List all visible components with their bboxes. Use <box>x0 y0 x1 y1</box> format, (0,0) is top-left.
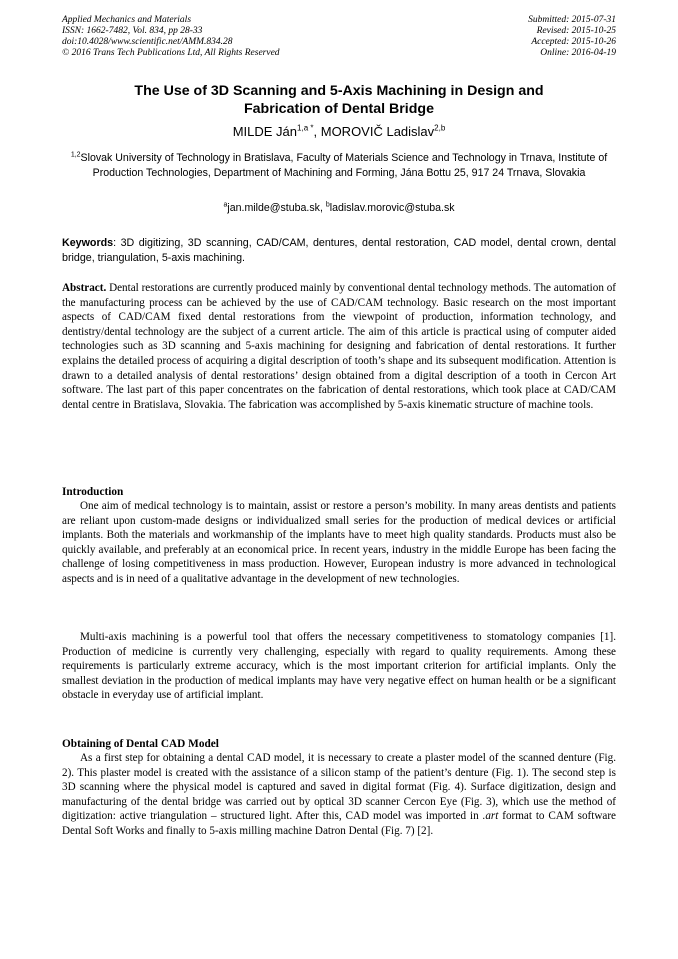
email-b-mark: b <box>325 201 330 209</box>
keywords-block <box>62 236 616 266</box>
email-b[interactable]: ladislav.morovic@stuba.sk <box>329 202 455 214</box>
author-list <box>62 124 616 140</box>
obtaining-paragraph-1 <box>62 751 616 839</box>
journal-issn: ISSN: 1662-7482, Vol. 834, pp 28-33 <box>62 26 203 36</box>
introduction-heading: Introduction <box>62 486 124 498</box>
date-online: Online: 2016-04-19 <box>540 48 616 58</box>
journal-name: Applied Mechanics and Materials <box>62 15 192 25</box>
date-submitted: Submitted: 2015-07-31 <box>528 15 616 25</box>
obtaining-p1-text-b: format to CAM software Dental Soft Works and finally to 5-axis milling machine Datron Dental (Fig. 7) [2]. <box>62 810 616 837</box>
journal-copyright: © 2016 Trans Tech Publications Ltd, All Rights Reserved <box>62 48 280 58</box>
date-accepted: Accepted: 2015-10-26 <box>531 37 616 47</box>
author-emails <box>62 201 616 215</box>
author-2-affil-mark: 2,b <box>434 123 446 133</box>
obtaining-p1-text-a: As a first step for obtaining a dental CAD model, it is necessary to create a plaster model of the scanned denture (Fig. 2). This plaster model is created with the assistance of a silicon stamp of the patient’s denture (Fig. 1). The second step is 3D scanning where the physical model is captured and saved in digital format (Fig. 4). Surface digitization, design and manufacturing of the dental bridge was carried out by optical 3D scanner Cercon Eye (Fig. 3), which use the method of digitization: active triangulation – structured light. After this, CAD model was imported in <box>62 752 616 823</box>
author-1-affil-mark: 1,a * <box>297 123 314 133</box>
dates-header <box>416 15 616 59</box>
title-line-1: The Use of 3D Scanning and 5-Axis Machining in Design and <box>134 83 544 99</box>
affiliation-mark: 1,2 <box>70 151 81 159</box>
keywords-text: : 3D digitizing, 3D scanning, CAD/CAM, dentures, dental restoration, CAD model, dental crown, dental bridge, triangulation, 5-axis machining. <box>62 237 616 264</box>
author-2: MOROVIČ Ladislav <box>320 124 435 139</box>
email-a-mark: a <box>223 201 228 209</box>
journal-doi[interactable]: doi:10.4028/www.scientific.net/AMM.834.28 <box>62 37 233 47</box>
email-a[interactable]: jan.milde@stuba.sk <box>227 202 320 214</box>
journal-header <box>62 15 392 59</box>
date-revised: Revised: 2015-10-25 <box>536 26 616 36</box>
abstract-label: Abstract. <box>62 282 107 294</box>
email-separator: , <box>319 202 326 214</box>
art-format: .art <box>482 810 499 823</box>
title-line-2: Fabrication of Dental Bridge <box>244 101 434 117</box>
affiliation <box>66 151 612 180</box>
author-1: MILDE Ján <box>232 124 298 139</box>
keywords-label: Keywords <box>62 237 114 249</box>
obtaining-heading: Obtaining of Dental CAD Model <box>62 738 219 750</box>
abstract-text: Dental restorations are currently produced mainly by conventional dental technology methods. The automation of the manufacturing process can be achieved by the use of CAD/CAM technology. Basic research on the most important aspects of CAD/CAM fixed dental restorations from the viewpoint of production, information technology, and dentistry/dental technology are the subject of a current article. The aim of this article is practical using of computer aided technologies such as 3D scanning and 5-axis machining for designing and fabrication of dental restorations. It further explains the detailed process of acquiring a digital description of tooth’s shape and its subsequent modification. Attention is drawn to a detailed analysis of dental restorations’ design obtained from a digital description of a tooth in Cercon Art software. The last part of this paper concentrates on the fabrication of dental restorations, which took place at CAD/CAM dental centre in Bratislava, Slovakia. The fabrication was accomplished by 5-axis kinematic structure of machine tools. <box>62 282 616 411</box>
introduction-paragraph-1: One aim of medical technology is to maintain, assist or restore a person’s mobility. In many areas dentists and patients are reliant upon custom-made designs or individualized small series for the production of medical devices or artificial implants. Both the materials and workmanship of the implants have to meet high quality standards. Products must also be quickly available, and preferably at an economical price. In recent years, industry in the middle Europe has been facing the challenge of losing competitiveness in mass production. However, European industry is more advanced in technological aspects and is in need of a qualitative advantage in the development of new technologies. <box>62 500 616 585</box>
abstract <box>62 281 616 412</box>
author-separator: , <box>313 124 321 139</box>
affiliation-text: Slovak University of Technology in Bratislava, Faculty of Materials Science and Technology in Trnava, Institute of Production Technologies, Department of Machining and Forming, Jána Bottu 25, 917 24 Trnava, Slovakia <box>80 152 608 179</box>
introduction-paragraph-2: Multi-axis machining is a powerful tool that offers the necessary competitiveness to stomatology companies [1]. Production of medicine is currently very challenging, especially with regard to quality requirements. Among these requirements is particularly extreme accuracy, which is the most important criterion for artificial implants. Only the smallest deviation in the production of medical implants may have very negative effect on human health or be a significant obstacle in everyday use of artificial implant. <box>62 631 616 702</box>
paper-title <box>62 82 616 118</box>
